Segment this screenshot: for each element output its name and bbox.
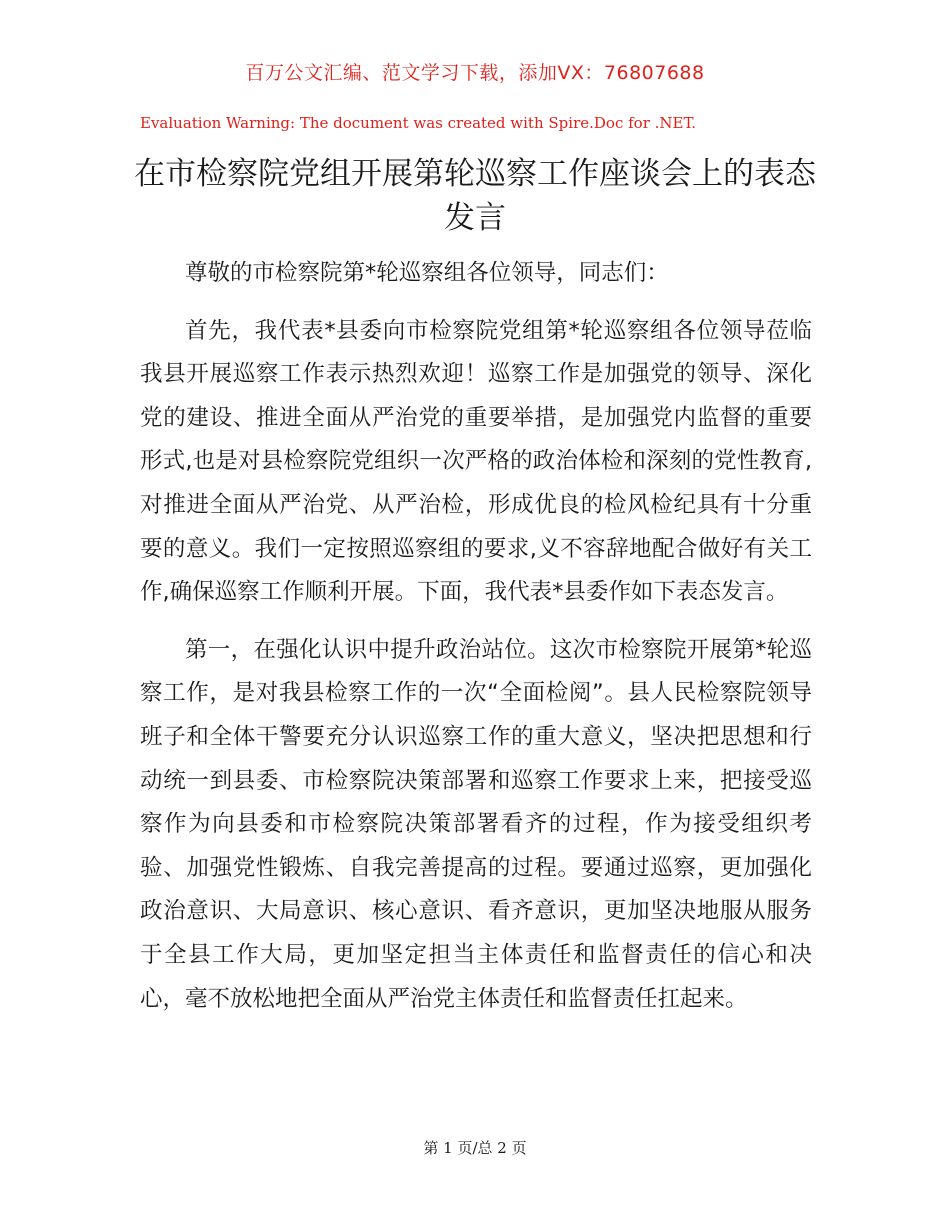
paragraph-intro: 首先，我代表*县委向市检察院党组第*轮巡察组各位领导莅临我县开展巡察工作表示热烈欢迎！巡察工作是加强党的领导、深化党的建设、推进全面从严治党的重要举措，是加强党内监督的重要形式,也是对县检察院党组织一次严格的政治体检和深刻的党性教育,对推进全面从严治党、从严治检，形成优良的检风检纪具有十分重要的意义。我们一定按照巡察组的要求,义不容辞地配合做好有关工作,确保巡察工作顺利开展。下面，我代表*县委作如下表态发言。 (140, 317, 812, 606)
salutation: 尊敬的市检察院第*轮巡察组各位领导，同志们： (185, 260, 669, 286)
paragraph-first-point: 第一，在强化认识中提升政治站位。这次市检察院开展第*轮巡察工作，是对我县检察工作的一次“全面检阅”。县人民检察院领导班子和全体干警要充分认识巡察工作的重大意义，坚决把思想和行动统一到县委、市检察院决策部署和巡察工作要求上来，把接受巡察作为向县委和市检察院决策部署看齐的过程，作为接受组织考验、加强党性锻炼、自我完善提高的过程。要通过巡察，更加强化政治意识、大局意识、核心意识、看齐意识，更加坚决地服从服务于全县工作大局，更加坚定担当主体责任和监督责任的信心和决心，毫不放松地把全面从严治党主体责任和监督责任扛起来。 (140, 636, 812, 1012)
header-banner: 百万公文汇编、范文学习下载，添加VX：76807688 (245, 62, 705, 84)
evaluation-warning: Evaluation Warning: The document was created with Spire.Doc for .NET. (140, 114, 697, 132)
document-title: 在市检察院党组开展第轮巡察工作座谈会上的表态发言 (134, 156, 816, 236)
page-footer: 第 1 页/总 2 页 (423, 1139, 527, 1157)
document-body (140, 252, 812, 1035)
